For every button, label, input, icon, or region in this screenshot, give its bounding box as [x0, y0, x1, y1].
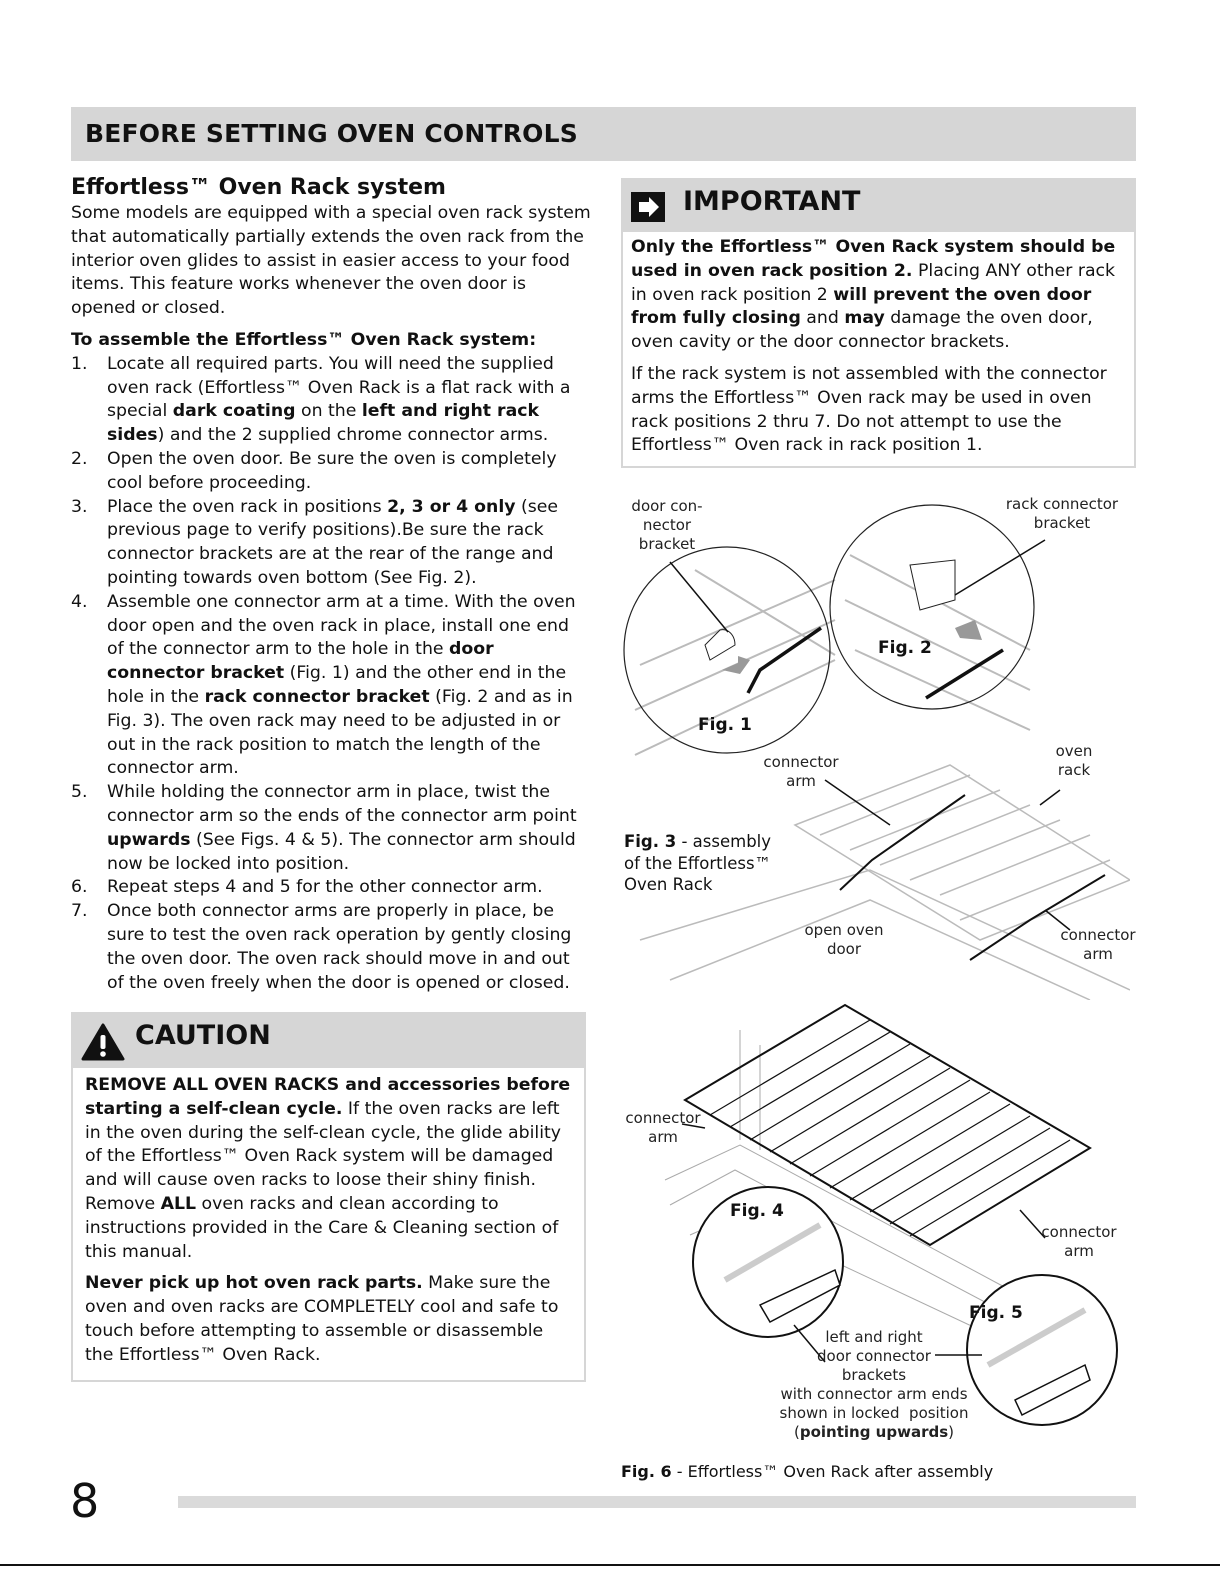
section-header: [71, 107, 1136, 161]
text: Locate all required parts. You will need the supplied oven rack (Effortless™ Oven Rack is a flat rack with a special: [107, 353, 571, 422]
important-paragraph: [631, 363, 1126, 458]
step-number: 6.: [71, 877, 88, 898]
label-connector-arm: connector arm: [1060, 926, 1136, 963]
brackets-note-text: left and right door connector brackets with connector arm ends shown in locked position: [779, 1328, 969, 1422]
step-number: 1.: [71, 353, 88, 374]
important-box: [621, 178, 1136, 468]
bold-text: Never pick up hot oven rack parts.: [85, 1273, 423, 1294]
text: oven racks and clean according to instructions provided in the Care & Cleaning section of this manual.: [85, 1193, 559, 1262]
text: (Fig. 2 and as in Fig. 3). The oven rack may need to be adjusted in or out in the rack position to match the length of the connector arm.: [107, 686, 573, 779]
text: on the: [295, 401, 362, 422]
text: Placing ANY other rack in oven rack position 2: [631, 260, 1116, 305]
text: If the oven racks are left in the oven during the self-clean cycle, the glide ability of the Effortless™ Oven Rack system will be damaged and will cause oven racks to loose their shiny finish. Remove: [85, 1098, 561, 1214]
step-number: 3.: [71, 496, 88, 517]
fig3-caption: [624, 831, 771, 896]
footer-bar: [178, 1496, 1136, 1508]
caution-paragraph: [85, 1074, 572, 1264]
text: Assemble one connector arm at a time. With the oven door open and the oven rack in place, install one end of the connector arm to the hole in the: [107, 591, 576, 660]
caution-body: [73, 1068, 584, 1368]
page-number: 8: [70, 1474, 100, 1528]
step-number: 7.: [71, 901, 88, 922]
important-title: IMPORTANT: [683, 186, 861, 217]
assembly-step: [71, 353, 591, 448]
bold-text: 2, 3 or 4 only: [387, 496, 516, 517]
label-rack-connector-bracket: rack connector bracket: [1005, 495, 1119, 532]
caution-header: [73, 1014, 584, 1068]
fig3-caption-text: - assembly of the Effortless™ Oven Rack: [624, 832, 772, 894]
label-connector-arm: connector arm: [763, 753, 839, 790]
text: Make sure the oven and oven racks are COMPLETELY cool and safe to touch before attempting to assemble or disassemble the Effortless™ Oven Rack.: [85, 1273, 559, 1365]
caution-box: [71, 1012, 586, 1382]
step-number: 2.: [71, 448, 88, 469]
text: ) and the 2 supplied chrome connector arms.: [157, 425, 549, 446]
text: (Fig. 1) and the other end in the hole in the: [107, 663, 567, 707]
label-open-oven-door: open oven door: [804, 921, 884, 958]
bold-text: will prevent the oven door from fully closing: [631, 284, 1092, 329]
bold-text: Only the Effortless™ Oven Rack system should be used in oven rack position 2.: [631, 237, 1116, 281]
step-number: 4.: [71, 591, 88, 612]
text: While holding the connector arm in place, twist the connector arm so the ends of the connector arm point: [107, 782, 577, 826]
assembly-step: [71, 876, 591, 900]
label-connector-arm: connector arm: [625, 1109, 701, 1146]
caution-title: CAUTION: [135, 1020, 271, 1051]
important-paragraph: [631, 236, 1126, 355]
text: Open the oven door. Be sure the oven is completely cool before proceeding.: [107, 448, 557, 493]
section-title: Effortless™ Oven Rack system: [71, 175, 446, 200]
label-door-connector-brackets: left and right door connector brackets with connector arm ends shown in locked position (pointing upwards): [779, 1328, 969, 1441]
assembly-step: [71, 591, 591, 781]
text: Once both connector arms are properly in place, be sure to test the oven rack operation by gently closing the oven door. The oven rack should move in and out of the oven freely when the door is opened or closed.: [107, 901, 572, 993]
bold-text: upwards: [107, 829, 191, 850]
fig6-caption-label: Fig. 6: [621, 1462, 672, 1481]
text: If the rack system is not assembled with the connector arms the Effortless™ Oven rack may be used in oven rack positions 2 thru 7. Do not attempt to use the Effortless™ Oven rack in rack position 1.: [631, 363, 1107, 456]
bottom-rule: [0, 1564, 1220, 1566]
bold-text: REMOVE ALL OVEN RACKS and accessories before starting a self-clean cycle.: [85, 1075, 571, 1119]
important-body: [623, 232, 1134, 458]
brackets-note-emphasis: pointing upwards: [799, 1423, 949, 1441]
rack-system-section: [71, 174, 591, 995]
assembly-step: [71, 448, 591, 496]
bold-text: ALL: [160, 1193, 197, 1214]
bold-text: dark coating: [172, 401, 296, 422]
label-connector-arm: connector arm: [1041, 1223, 1117, 1260]
intro-text: Some models are equipped with a special oven rack system that automatically partially extends the oven rack from the interior oven glides to assist in easier access to your food items. This feature works whenever the oven door is opened or closed.: [71, 203, 591, 319]
text: damage the oven door, oven cavity or the door connector brackets.: [631, 308, 1093, 353]
fig6-caption: [621, 1461, 993, 1483]
bold-text: may: [844, 308, 885, 329]
warning-icon: [81, 1023, 125, 1061]
arrow-right-icon: [631, 192, 665, 222]
fig1-label: Fig. 1: [698, 715, 752, 735]
fig4-label: Fig. 4: [730, 1201, 784, 1221]
bold-text: door connector bracket: [107, 639, 494, 684]
assembly-step: [71, 900, 591, 995]
label-door-connector-bracket: door con- nector bracket: [631, 497, 703, 553]
label-oven-rack: oven rack: [1055, 742, 1093, 779]
assemble-heading: To assemble the Effortless™ Oven Rack system:: [71, 329, 537, 350]
assembly-step: [71, 781, 591, 876]
bold-text: rack connector bracket: [204, 686, 430, 707]
step-number: 5.: [71, 782, 88, 803]
fig2-label: Fig. 2: [878, 638, 932, 658]
caution-paragraph: [85, 1272, 572, 1367]
bold-text: left and right rack sides: [107, 401, 539, 446]
fig6-caption-text: - Effortless™ Oven Rack after assembly: [671, 1462, 994, 1481]
text: Place the oven rack in positions: [107, 496, 388, 517]
fig3-caption-label: Fig. 3: [624, 832, 677, 851]
assembly-step: [71, 496, 591, 591]
assembly-steps: [71, 353, 591, 996]
text: (See Figs. 4 & 5). The connector arm should now be locked into position.: [107, 829, 576, 874]
text: (see previous page to verify positions).Be sure the rack connector brackets are at the rear of the range and pointing towards oven bottom (See Fig. 2).: [107, 496, 559, 588]
fig5-label: Fig. 5: [969, 1303, 1023, 1323]
text: Repeat steps 4 and 5 for the other connector arm.: [107, 877, 543, 898]
text: and: [800, 308, 845, 329]
important-header: [623, 180, 1134, 232]
page-title: BEFORE SETTING OVEN CONTROLS: [85, 119, 578, 148]
